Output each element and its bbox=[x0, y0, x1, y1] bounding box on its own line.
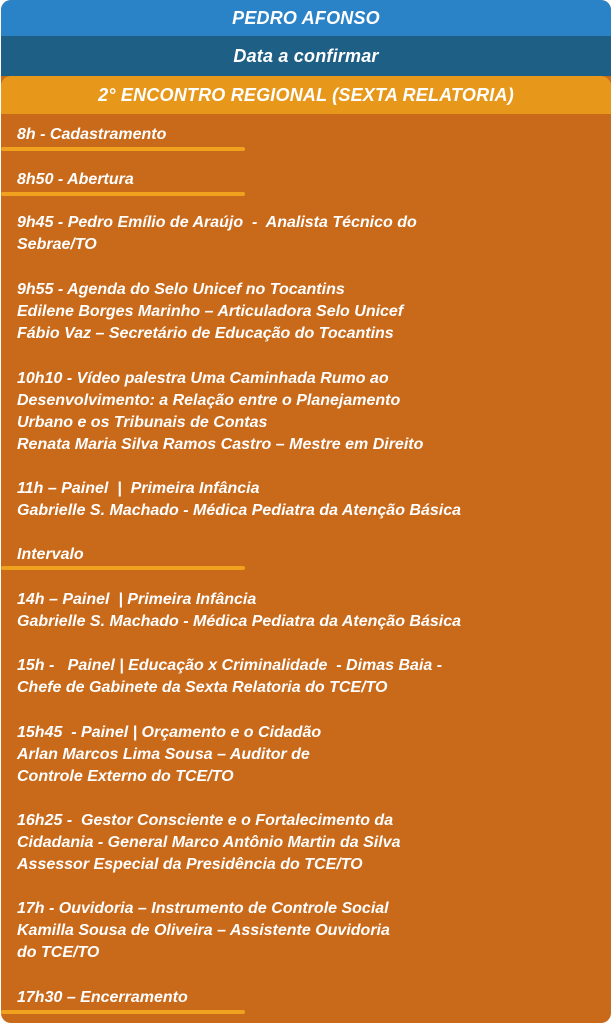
schedule-item: 9h45 - Pedro Emílio de Araújo - Analista Técnico do Sebrae/TO bbox=[17, 214, 417, 253]
schedule-item: Intervalo bbox=[17, 546, 84, 563]
event-date: Data a confirmar bbox=[233, 45, 379, 66]
event-title: 2° ENCONTRO REGIONAL (SEXTA RELATORIA) bbox=[98, 84, 514, 105]
item-underline bbox=[1, 566, 245, 570]
schedule-item: 17h30 – Encerramento bbox=[17, 989, 188, 1006]
schedule-item: 8h - Cadastramento bbox=[17, 126, 167, 143]
schedule-item: 14h – Painel | Primeira Infância Gabrielle S. Machado - Médica Pediatra da Atenção Básica bbox=[17, 591, 462, 630]
schedule-item: 11h – Painel | Primeira Infância Gabrielle S. Machado - Médica Pediatra da Atenção Básica bbox=[17, 480, 462, 519]
schedule-item: 10h10 - Vídeo palestra Uma Caminhada Rumo ao Desenvolvimento: a Relação entre o Planejamento Urbano e os Tribunais de Contas Renata Maria Silva Ramos Castro – Mestre em Direito bbox=[17, 370, 424, 453]
schedule-item: 15h - Painel | Educação x Criminalidade - Dimas Baia - Chefe de Gabinete da Sexta Relatoria do TCE/TO bbox=[17, 657, 443, 696]
date-header bbox=[1, 36, 611, 76]
schedule-item: 15h45 - Painel | Orçamento e o Cidadão Arlan Marcos Lima Sousa – Auditor de Controle Externo do TCE/TO bbox=[17, 724, 322, 785]
city-name: PEDRO AFONSO bbox=[232, 7, 380, 28]
schedule-item: 17h - Ouvidoria – Instrumento de Controle Social Kamilla Sousa de Oliveira – Assistente Ouvidoria do TCE/TO bbox=[17, 900, 390, 961]
event-title-header bbox=[1, 76, 611, 114]
schedule-item: 9h55 - Agenda do Selo Unicef no Tocantins Edilene Borges Marinho – Articuladora Selo Unicef Fábio Vaz – Secretário de Educação do Tocantins bbox=[17, 281, 404, 342]
city-header bbox=[1, 0, 611, 36]
schedule-item: 8h50 - Abertura bbox=[17, 171, 134, 188]
event-schedule-card bbox=[1, 0, 611, 1023]
item-underline bbox=[1, 1010, 245, 1014]
item-underline bbox=[1, 147, 245, 151]
schedule-item: 16h25 - Gestor Consciente e o Fortalecimento da Cidadania - General Marco Antônio Martin da Silva Assessor Especial da Presidência do TCE/TO bbox=[17, 812, 401, 873]
item-underline bbox=[1, 192, 245, 196]
